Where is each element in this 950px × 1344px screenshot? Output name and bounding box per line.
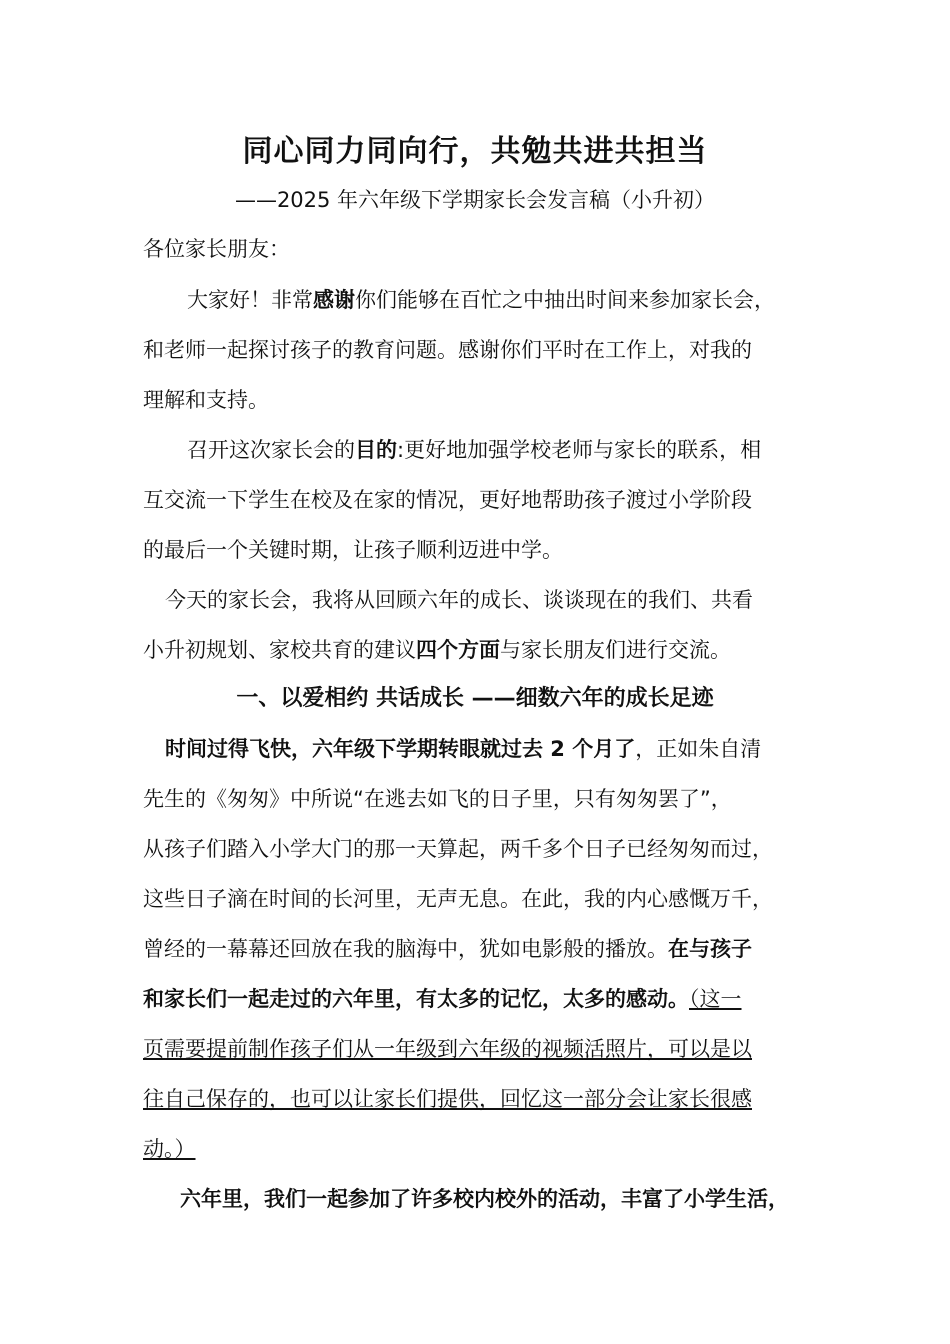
- paragraph-5-line-1: 六年里，我们一起参加了许多校内校外的活动，丰富了小学生活，: [180, 1187, 789, 1211]
- paragraph-4-line-1: 时间过得飞快，六年级下学期转眼就过去 2 个月了，正如朱自清: [165, 737, 762, 761]
- paragraph-1-line-3: 理解和支持。: [143, 388, 269, 412]
- paragraph-4-line-4: 这些日子滴在时间的长河里，无声无息。在此，我的内心感慨万千，: [143, 887, 773, 911]
- paragraph-1-line-2: 和老师一起探讨孩子的教育问题。感谢你们平时在工作上，对我的: [143, 338, 752, 362]
- paragraph-4-line-5: 曾经的一幕幕还回放在我的脑海中，犹如电影般的播放。在与孩子: [143, 937, 752, 961]
- section-1-heading: 一、以爱相约 共话成长 ——细数六年的成长足迹: [236, 686, 714, 711]
- paragraph-2-line-3: 的最后一个关键时期，让孩子顺利迈进中学。: [143, 538, 563, 562]
- paragraph-3-line-1: 今天的家长会，我将从回顾六年的成长、谈谈现在的我们、共看: [165, 588, 753, 612]
- greeting: 各位家长朋友：: [143, 237, 290, 261]
- paragraph-2-line-2: 互交流一下学生在校及在家的情况，更好地帮助孩子渡过小学阶段: [143, 488, 752, 512]
- paragraph-3-line-2: 小升初规划、家校共育的建议四个方面与家长朋友们进行交流。: [143, 638, 731, 662]
- paragraph-4-line-2: 先生的《匆匆》中所说“在逃去如飞的日子里，只有匆匆罢了”，: [143, 787, 732, 811]
- paragraph-4-line-9: 动。）: [143, 1137, 196, 1161]
- paragraph-4-line-7: 页需要提前制作孩子们从一年级到六年级的视频活照片，可以是以: [143, 1037, 752, 1061]
- document-subtitle: ——2025 年六年级下学期家长会发言稿（小升初）: [234, 188, 716, 212]
- paragraph-4-line-8: 往自己保存的，也可以让家长们提供，回忆这一部分会让家长很感: [143, 1087, 752, 1111]
- paragraph-4-line-6: 和家长们一起走过的六年里，有太多的记忆，太多的感动。（这一: [143, 987, 742, 1011]
- paragraph-4-line-3: 从孩子们踏入小学大门的那一天算起，两千多个日子已经匆匆而过，: [143, 837, 773, 861]
- paragraph-1-line-1: 大家好！非常感谢你们能够在百忙之中抽出时间来参加家长会，: [187, 288, 775, 312]
- document-title: 同心同力同向行，共勉共进共担当: [242, 134, 708, 169]
- paragraph-2-line-1: 召开这次家长会的目的:更好地加强学校老师与家长的联系，相: [187, 438, 762, 462]
